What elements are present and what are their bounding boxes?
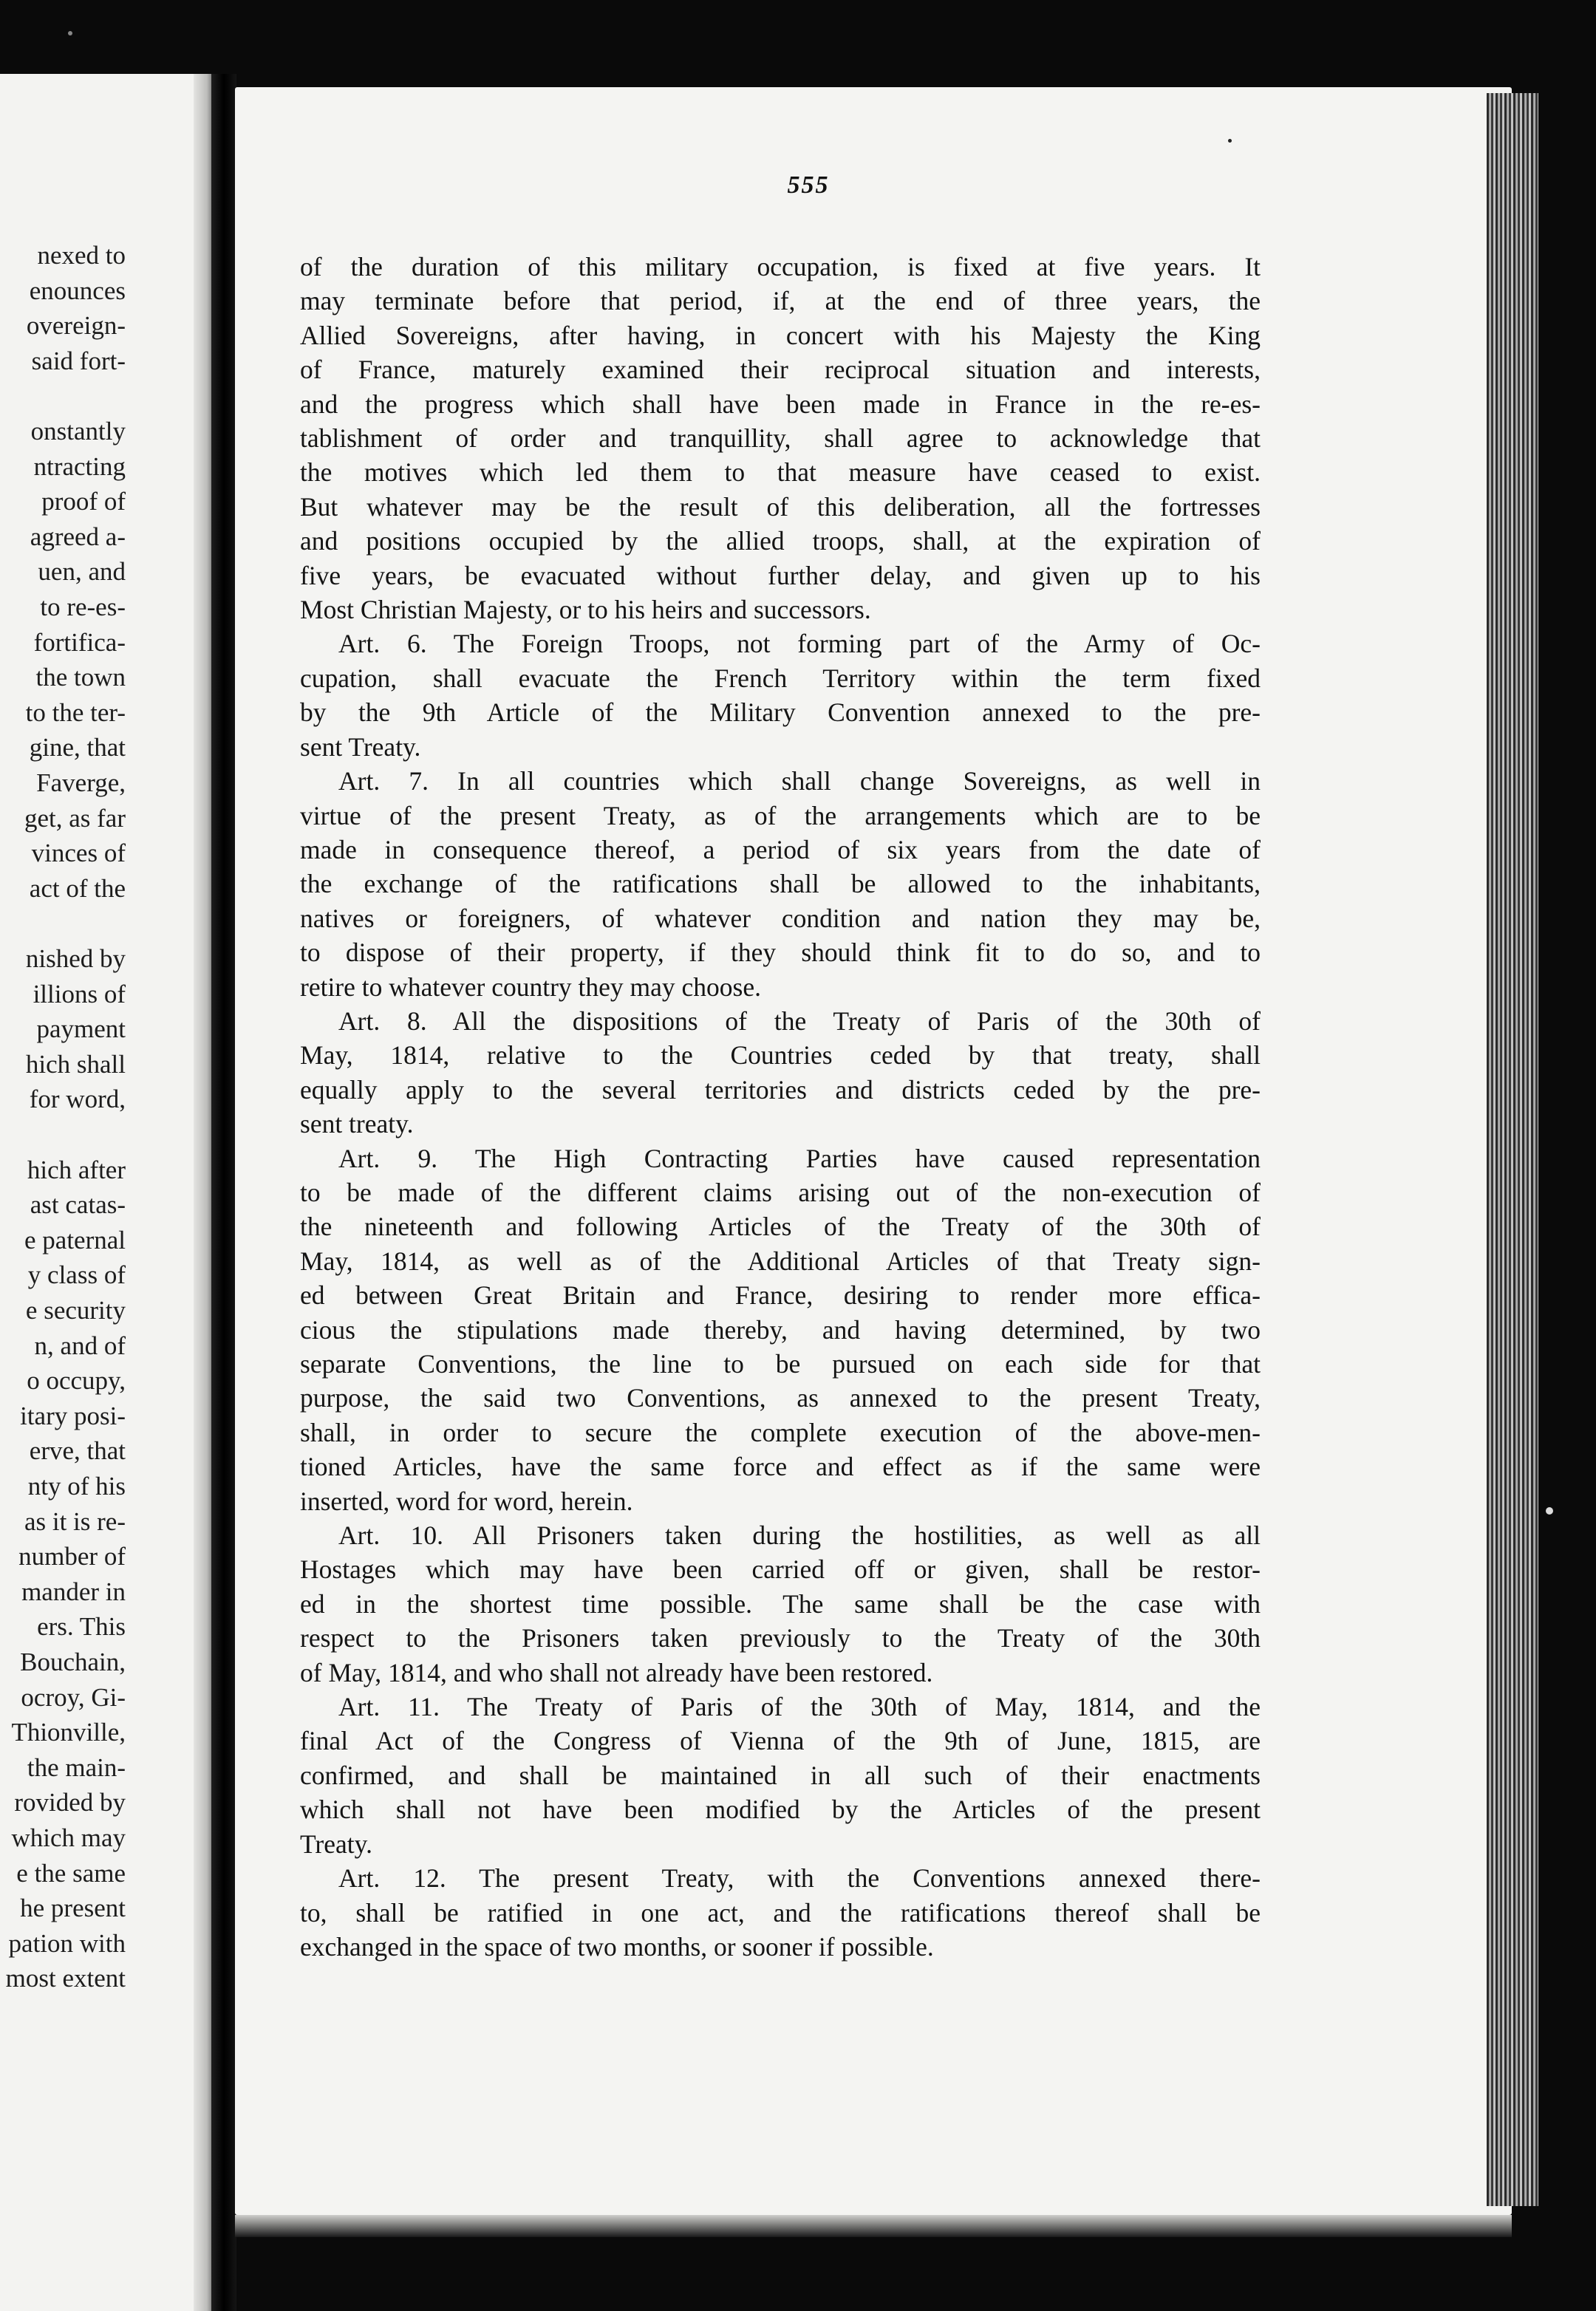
left-page-line: o occupy, (27, 1366, 126, 1396)
book-binding (211, 74, 236, 2311)
text-line: Art. 6. The Foreign Troops, not forming part of the Army of Oc- (338, 629, 1261, 659)
text-line: of May, 1814, and who shall not already have been restored. (300, 1657, 933, 1687)
text-line: ed in the shortest time possible. The same shall be the case with (300, 1588, 1261, 1619)
left-page-line: the main- (27, 1752, 126, 1782)
text-line: the motives which led them to that measure have ceased to exist. (300, 457, 1261, 488)
text-line: natives or foreigners, of whatever condition and nation they may be, (300, 903, 1261, 933)
left-page-line: gine, that (29, 733, 126, 762)
text-line: sent Treaty. (300, 731, 421, 762)
text-line: cious the stipulations made thereby, and having determined, by two (300, 1314, 1261, 1345)
left-page-line: enounces (29, 276, 126, 305)
text-line: the nineteenth and following Articles of the Treaty of the 30th of (300, 1212, 1261, 1242)
left-page-line: erve, that (29, 1436, 126, 1466)
left-page-line: uen, and (38, 557, 126, 587)
text-line: Art. 8. All the dispositions of the Treaty of Paris of the 30th of (338, 1006, 1261, 1036)
text-line: separate Conventions, the line to be pursued on each side for that (300, 1349, 1261, 1379)
text-line: shall, in order to secure the complete execution of the above-men- (300, 1417, 1261, 1447)
left-page-line: ntracting (33, 451, 126, 481)
left-page-line: nty of his (27, 1472, 126, 1501)
left-page-line: n, and of (34, 1331, 126, 1360)
left-page-line: rovided by (14, 1788, 126, 1817)
text-line: Allied Sovereigns, after having, in concert with his Majesty the King (300, 320, 1261, 350)
left-page-line: nexed to (37, 241, 126, 270)
left-page-line: Faverge, (36, 768, 126, 797)
treaty-text-block (300, 250, 1261, 1964)
left-page-line: y class of (27, 1260, 126, 1290)
left-page-line: for word, (29, 1085, 126, 1114)
text-line: final Act of the Congress of Vienna of the 9th of June, 1815, are (300, 1726, 1261, 1756)
text-line: But whatever may be the result of this deliberation, all the fortresses (300, 491, 1261, 522)
text-line: Art. 11. The Treaty of Paris of the 30th of May, 1814, and the (338, 1692, 1261, 1722)
left-page-line: pation with (8, 1928, 126, 1958)
text-line: ed between Great Britain and France, desiring to render more effica- (300, 1280, 1261, 1311)
text-line: to be made of the different claims arising out of the non-execution of (300, 1177, 1261, 1207)
text-line: retire to whatever country they may choose. (300, 972, 761, 1002)
left-page-line: itary posi- (20, 1401, 126, 1430)
text-line: the exchange of the ratifications shall be allowed to the inhabitants, (300, 869, 1261, 899)
left-page-line: hich after (27, 1155, 126, 1184)
text-line: May, 1814, as well as of the Additional Articles of that Treaty sign- (300, 1246, 1261, 1276)
text-line: inserted, word for word, herein. (300, 1486, 633, 1516)
left-page-line: nished by (25, 944, 126, 973)
left-page-line: Thionville, (11, 1718, 126, 1747)
left-page-line: vinces of (31, 839, 126, 868)
scan-speck (68, 31, 72, 35)
page-stack-edge (1487, 93, 1538, 2206)
text-line: exchanged in the space of two months, or sooner if possible. (300, 1931, 934, 1962)
left-page-line: onstantly (30, 417, 126, 446)
left-page-line: illions of (33, 979, 126, 1008)
text-line: Art. 10. All Prisoners taken during the hostilities, as well as all (338, 1520, 1261, 1551)
text-line: Hostages which may have been carried off or given, shall be restor- (300, 1554, 1261, 1585)
left-page-fragment (0, 74, 211, 2311)
text-line: and the progress which shall have been made in France in the re-es- (300, 389, 1261, 419)
text-line: virtue of the present Treaty, as of the arrangements which are to be (300, 800, 1261, 830)
left-page-line: to the ter- (25, 697, 126, 727)
scan-speck (1546, 1507, 1553, 1515)
text-line: equally apply to the several territories and districts ceded by the pre- (300, 1074, 1261, 1105)
text-line: cupation, shall evacuate the French Territory within the term fixed (300, 663, 1261, 693)
left-page-line: e security (25, 1296, 126, 1325)
left-page-line: as it is re- (24, 1506, 126, 1536)
left-page-line: number of (18, 1542, 126, 1571)
left-page-line: overeign- (26, 311, 126, 341)
left-page-line: he present (20, 1894, 126, 1923)
left-page-line: hich shall (25, 1049, 126, 1079)
left-page-line: Bouchain, (20, 1648, 126, 1676)
left-page-line: mander in (21, 1577, 126, 1606)
left-page-line: said fort- (31, 346, 126, 375)
scan-speck (1228, 139, 1232, 143)
left-page-line: payment (36, 1014, 126, 1044)
left-page-line: e paternal (24, 1225, 126, 1255)
left-page-line: e the same (16, 1858, 126, 1888)
text-line: by the 9th Article of the Military Convention annexed to the pre- (300, 697, 1261, 728)
text-line: respect to the Prisoners taken previously to the Treaty of the 30th (300, 1623, 1261, 1653)
left-page-line: the town (35, 663, 126, 692)
left-page-line: proof of (41, 487, 126, 516)
page-number: 555 (787, 171, 830, 199)
text-line: sent treaty. (300, 1109, 414, 1139)
text-line: tioned Articles, have the same force and effect as if the same were (300, 1452, 1261, 1482)
left-page-line: to re-es- (40, 593, 126, 621)
text-line: Art. 12. The present Treaty, with the Conventions annexed there- (338, 1863, 1261, 1894)
left-page-line: agreed a- (30, 522, 126, 551)
text-line: of France, maturely examined their reciprocal situation and interests, (300, 355, 1261, 385)
text-line: tablishment of order and tranquillity, shall agree to acknowledge that (300, 423, 1261, 454)
left-page-line: most extent (5, 1964, 126, 1993)
text-line: and positions occupied by the allied troops, shall, at the expiration of (300, 526, 1261, 556)
text-line: to, shall be ratified in one act, and the ratifications thereof shall be (300, 1897, 1261, 1928)
text-line: made in consequence thereof, a period of six years from the date of (300, 834, 1261, 864)
text-line: may terminate before that period, if, at the end of three years, the (300, 286, 1261, 316)
left-page-line: which may (11, 1823, 126, 1852)
left-page-line: ocroy, Gi- (21, 1682, 126, 1712)
left-page-line: fortifica- (33, 627, 126, 657)
page-bottom-shadow (235, 2215, 1512, 2237)
text-line: Art. 9. The High Contracting Parties have caused representation (338, 1143, 1261, 1173)
text-line: Most Christian Majesty, or to his heirs and successors. (300, 595, 871, 625)
left-page-line: ers. This (37, 1612, 126, 1642)
text-line: of the duration of this military occupation, is fixed at five years. It (300, 252, 1261, 281)
text-line: Treaty. (300, 1829, 372, 1859)
text-line: five years, be evacuated without further delay, and given up to his (300, 560, 1261, 590)
left-page-line: ast catas- (30, 1190, 126, 1220)
text-line: to dispose of their property, if they should think fit to do so, and to (300, 938, 1261, 968)
text-line: confirmed, and shall be maintained in all such of their enactments (300, 1760, 1261, 1790)
left-page-line: get, as far (24, 803, 126, 833)
left-page-line: act of the (29, 873, 126, 903)
text-line: which shall not have been modified by the Articles of the present (300, 1795, 1261, 1825)
text-line: May, 1814, relative to the Countries ceded by that treaty, shall (300, 1040, 1261, 1071)
text-line: purpose, the said two Conventions, as annexed to the present Treaty, (300, 1383, 1261, 1413)
text-line: Art. 7. In all countries which shall change Sovereigns, as well in (338, 766, 1261, 796)
